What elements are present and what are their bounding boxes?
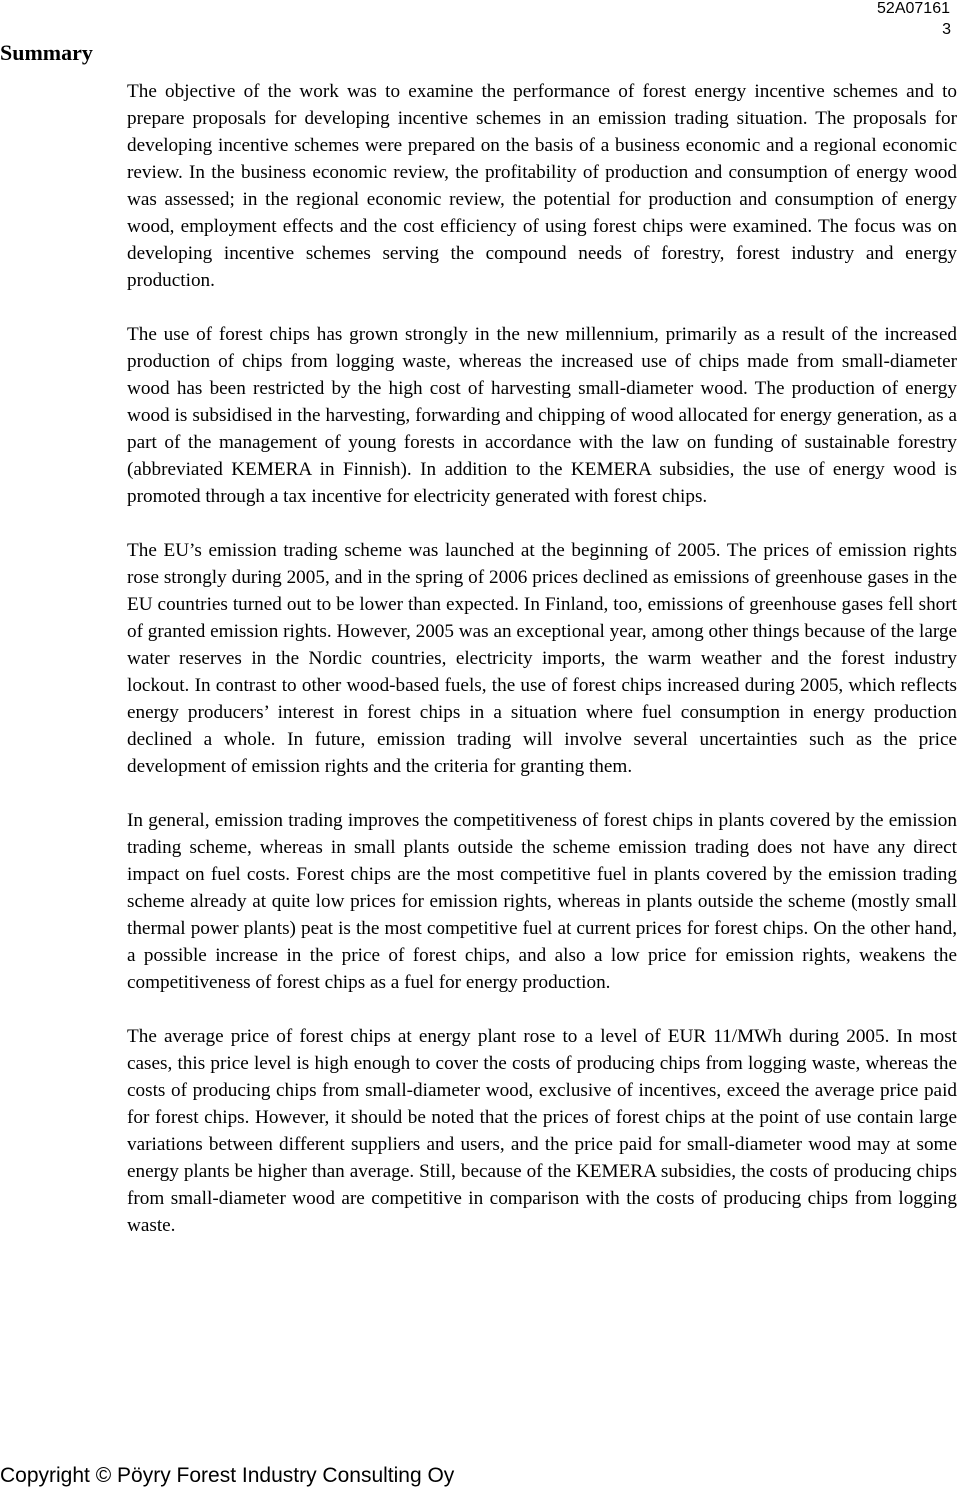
page-number: 3	[942, 21, 951, 38]
paragraph-emission-trading-scheme: The EU’s emission trading scheme was launched at the beginning of 2005. The prices of emission rights rose strongly during 2005, and in the spring of 2006 prices declined as emissions of greenhouse gases in the EU countries turned out to be lower than expected. In Finland, too, emissions of greenhouse gases fell short of granted emission rights. However, 2005 was an exceptional year, among other things because of the large water reserves in the Nordic countries, electricity imports, the warm weather and the forest industry lockout. In contrast to other wood-based fuels, the use of forest chips increased during 2005, which reflects energy producers’ interest in forest chips in a situation where fuel consumption in energy production declined a whole. In future, emission trading will involve several uncertainties such as the price development of emission rights and the criteria for granting them.	[127, 540, 957, 777]
document-code: 52A07161	[877, 0, 950, 17]
paragraph-average-price: The average price of forest chips at energy plant rose to a level of EUR 11/MWh during 2005. In most cases, this price level is high enough to cover the costs of producing chips from logging waste, whereas the costs of producing chips from small-diameter wood, exclusive of incentives, exceed the average price paid for forest chips. However, it should be noted that the prices of forest chips at the point of use contain large variations between different suppliers and users, and the price paid for small-diameter wood may at some energy plants be higher than average. Still, because of the KEMERA subsidies, the costs of producing chips from small-diameter wood are competitive in comparison with the costs of producing chips from logging waste.	[127, 1026, 957, 1236]
paragraph-objective: The objective of the work was to examine the performance of forest energy incentive schemes and to prepare proposals for developing incentive schemes in an emission trading situation. The proposals for developing incentive schemes were prepared on the basis of a business economic and a regional economic review. In the business economic review, the profitability of production and consumption of energy wood was assessed; in the regional economic review, the potential for production and consumption of energy wood, employment effects and the cost efficiency of using forest chips were examined. The focus was on developing incentive schemes serving the compound needs of forestry, forest industry and energy production.	[127, 81, 957, 291]
paragraph-forest-chips-use: The use of forest chips has grown strongly in the new millennium, primarily as a result of the increased production of chips from logging waste, whereas the increased use of chips made from small-diameter wood has been restricted by the high cost of harvesting small-diameter wood. The production of energy wood is subsidised in the harvesting, forwarding and chipping of wood allocated for energy generation, as a part of the management of young forests in accordance with the law on funding of sustainable forestry (abbreviated KEMERA in Finnish). In addition to the KEMERA subsidies, the use of energy wood is promoted through a tax incentive for electricity generated with forest chips.	[127, 324, 957, 507]
paragraph-competitiveness: In general, emission trading improves the competitiveness of forest chips in plants covered by the emission trading scheme, whereas in small plants outside the scheme emission trading does not have any direct impact on fuel costs. Forest chips are the most competitive fuel in plants covered by the emission trading scheme already at quite low prices for emission rights, whereas in plants outside the scheme (mostly small thermal power plants) peat is the most competitive fuel at current prices for forest chips. On the other hand, a possible increase in the price of forest chips, and also a low price for emission rights, weakens the competitiveness of forest chips as a fuel for energy production.	[127, 810, 957, 993]
section-title: Summary	[0, 40, 93, 65]
summary-body	[127, 78, 957, 1266]
copyright-footer: Copyright © Pöyry Forest Industry Consulting Oy	[0, 1464, 455, 1487]
